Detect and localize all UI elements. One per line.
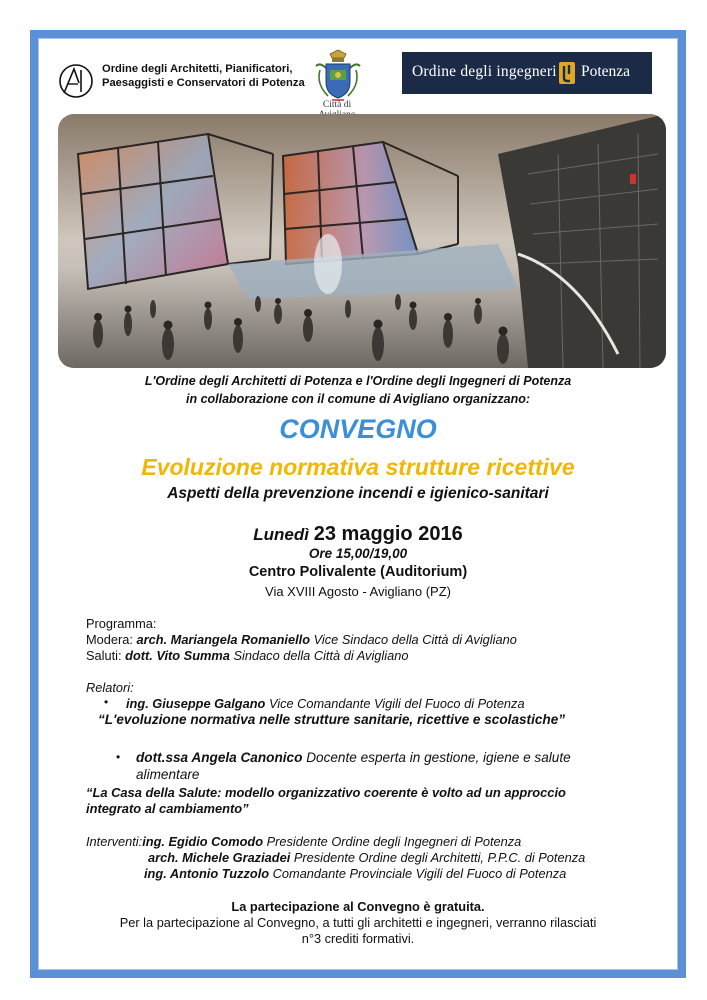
city-name-text: Città di	[322, 100, 352, 110]
speaker-2-talk-2: integrato al cambiamento”	[86, 801, 249, 816]
engineers-order-logo	[402, 52, 652, 94]
intervention-1-line	[86, 834, 521, 850]
intervention-2-line	[148, 850, 585, 866]
moderator-label: Modera:	[86, 632, 133, 647]
moderator-role: Vice Sindaco della Città di Avigliano	[313, 632, 517, 647]
intro-line-2: in collaborazione con il comune di Avigliano organizzano:	[185, 392, 530, 406]
speaker-1-line	[126, 696, 525, 712]
credits-line-1: Per la partecipazione al Convegno, a tutti gli architetti e ingegneri, verranno rilasciati	[119, 915, 597, 930]
speaker-2-role: Docente esperta in gestione, igiene e salute	[306, 750, 571, 765]
engineers-order-name: Ordine degli ingegneri	[412, 63, 557, 80]
event-address: Via XVIII Agosto - Avigliano (PZ)	[265, 584, 451, 599]
bullet-icon: •	[104, 695, 109, 709]
intervention-1-name: ing. Egidio Comodo	[142, 834, 264, 849]
avigliano-crest-icon	[310, 44, 366, 108]
intervention-2-name: arch. Michele Graziadei	[148, 850, 291, 865]
speaker-2-talk-1: “La Casa della Salute: modello organizzativo coerente è volto ad un approccio	[86, 785, 566, 800]
participation-free: La partecipazione al Convegno è gratuita.	[231, 899, 485, 914]
intro-line-1: L'Ordine degli Architetti di Potenza e l'Ordine degli Ingegneri di Potenza	[144, 374, 572, 388]
architects-order-line-1: Ordine degli Architetti, Pianificatori,	[102, 63, 293, 75]
greetings-name: dott. Vito Summa	[125, 648, 230, 663]
event-date-value: 23 maggio 2016	[313, 523, 463, 545]
engineers-mark-icon	[558, 60, 576, 86]
greetings-label: Saluti:	[86, 648, 122, 663]
interventions-label: Interventi:	[86, 834, 143, 849]
intervention-1-role: Presidente Ordine degli Ingegneri di Potenza	[266, 834, 522, 849]
event-date	[38, 523, 678, 546]
poster-frame	[30, 30, 686, 978]
intervention-3-role: Comandante Provinciale Vigili del Fuoco di Potenza	[272, 866, 567, 881]
program-heading: Programma:	[86, 616, 157, 631]
speaker-1-name: ing. Giuseppe Galgano	[126, 696, 266, 711]
speaker-1-role: Vice Comandante Vigili del Fuoco di Potenza	[268, 696, 525, 711]
hero-architecture-image	[58, 114, 666, 368]
credits-line-2: n°3 crediti formativi.	[301, 931, 415, 946]
speaker-1-talk: “L'evoluzione normativa nelle strutture sanitarie, ricettive e scolastiche”	[98, 712, 566, 727]
architects-logo-icon	[58, 63, 94, 99]
event-type: CONVEGNO	[279, 414, 437, 444]
moderator-name: arch. Mariangela Romaniello	[136, 632, 311, 647]
architects-order-name	[102, 62, 305, 90]
speaker-2-role-cont: alimentare	[136, 767, 200, 782]
event-subtitle: Aspetti della prevenzione incendi e igienico-sanitari	[167, 485, 549, 502]
event-venue: Centro Polivalente (Auditorium)	[248, 564, 468, 580]
engineers-order-city: Potenza	[581, 63, 631, 80]
greetings-line	[86, 648, 408, 664]
bullet-icon: •	[116, 750, 121, 764]
moderator-line	[86, 632, 517, 648]
event-day: Lunedì	[253, 525, 309, 544]
speaker-2-line	[136, 750, 571, 766]
speaker-2-name: dott.ssa Angela Canonico	[136, 750, 303, 765]
intro-text	[38, 372, 678, 408]
intervention-3-line	[144, 866, 566, 882]
greetings-role: Sindaco della Città di Avigliano	[233, 648, 409, 663]
intervention-2-role: Presidente Ordine degli Architetti, P.P.C. di Potenza	[293, 850, 586, 865]
intervention-3-name: ing. Antonio Tuzzolo	[144, 866, 270, 881]
event-time: Ore 15,00/19,00	[308, 546, 408, 561]
speakers-label: Relatori:	[86, 680, 134, 695]
architects-order-line-2: Paesaggisti e Conservatori di Potenza	[102, 77, 305, 89]
event-title: Evoluzione normativa strutture ricettive	[141, 454, 575, 480]
